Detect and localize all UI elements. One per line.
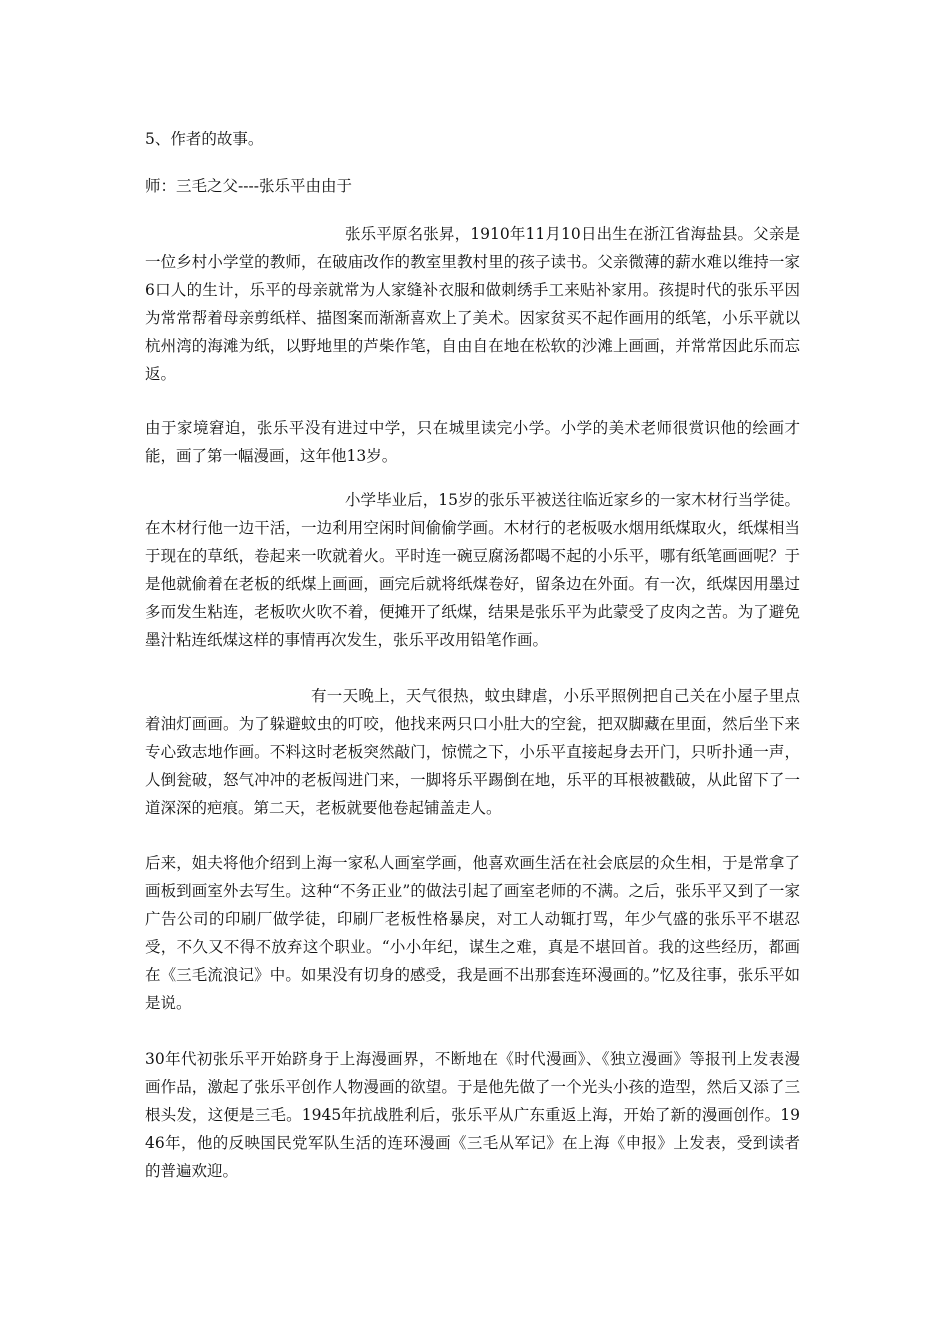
paragraph-2-schooling: 由于家境窘迫，张乐平没有进过中学，只在城里读完小学。小学的美术老师很赏识他的绘画才能，画了第一幅漫画，这年他13岁。 bbox=[145, 419, 800, 465]
paragraph-3-apprentice: 小学毕业后，15岁的张乐平被送往临近家乡的一家木材行当学徒。在木材行他一边干活，一边利用空闲时间偷偷学画。木材行的老板吸水烟用纸煤取火，纸煤相当于现在的草纸，卷起来一吹就着火。平时连一碗豆腐汤都喝不起的小乐平，哪有纸笔画画呢？于是他就偷着在老板的纸煤上画画，画完后就将纸煤卷好，留条边在外面。有一次，纸煤因用墨过多而发生粘连，老板吹火吹不着，便摊开了纸煤，结果是张乐平为此蒙受了皮肉之苦。为了避免墨汁粘连纸煤这样的事情再次发生，张乐平改用铅笔作画。 bbox=[145, 491, 800, 649]
section-heading: 5、作者的故事。 bbox=[145, 130, 264, 148]
paragraph-6-sanmao: 30年代初张乐平开始跻身于上海漫画界，不断地在《时代漫画》、《独立漫画》等报刊上发表漫画作品，激起了张乐平创作人物漫画的欲望。于是他先做了一个光头小孩的造型，然后又添了三根头发，这便是三毛。1945年抗战胜利后，张乐平从广东重返上海，开始了新的漫画创作。1946年，他的反映国民党军队生活的连环漫画《三毛从军记》在上海《申报》上发表，受到读者的普遍欢迎。 bbox=[145, 1050, 800, 1180]
paragraph-5-shanghai: 后来，姐夫将他介绍到上海一家私人画室学画，他喜欢画生活在社会底层的众生相，于是常拿了画板到画室外去写生。这种“不务正业”的做法引起了画室老师的不满。之后，张乐平又到了一家广告公司的印刷厂做学徒，印刷厂老板性格暴戾，对工人动辄打骂，年少气盛的张乐平不堪忍受，不久又不得不放弃这个职业。“小小年纪，谋生之难，真是不堪回首。我的这些经历，都画在《三毛流浪记》中。如果没有切身的感受，我是画不出那套连环漫画的。”忆及往事，张乐平如是说。 bbox=[145, 854, 800, 1012]
paragraph-1-early-life: 张乐平原名张昇，1910年11月10日出生在浙江省海盐县。父亲是一位乡村小学堂的教师，在破庙改作的教室里教村里的孩子读书。父亲微薄的薪水难以维持一家6口人的生计，乐平的母亲就常为人家缝补衣服和做刺绣手工来贴补家用。孩提时代的张乐平因为常常帮着母亲剪纸样、描图案而渐渐喜欢上了美术。因家贫买不起作画用的纸笔，小乐平就以杭州湾的海滩为纸，以野地里的芦柴作笔，自由自在地在松软的沙滩上画画，并常常因此乐而忘返。 bbox=[145, 225, 800, 383]
paragraph-4-one-night: 有一天晚上，天气很热，蚊虫肆虐，小乐平照例把自己关在小屋子里点着油灯画画。为了躲避蚊虫的叮咬，他找来两只口小肚大的空瓮，把双脚藏在里面，然后坐下来专心致志地作画。不料这时老板突然敲门，惊慌之下，小乐平直接起身去开门，只听扑通一声，人倒瓮破，怒气冲冲的老板闯进门来，一脚将乐平踢倒在地，乐平的耳根被戳破，从此留下了一道深深的疤痕。第二天，老板就要他卷起铺盖走人。 bbox=[145, 687, 800, 817]
teacher-line: 师：三毛之父----张乐平由由于 bbox=[145, 177, 352, 195]
